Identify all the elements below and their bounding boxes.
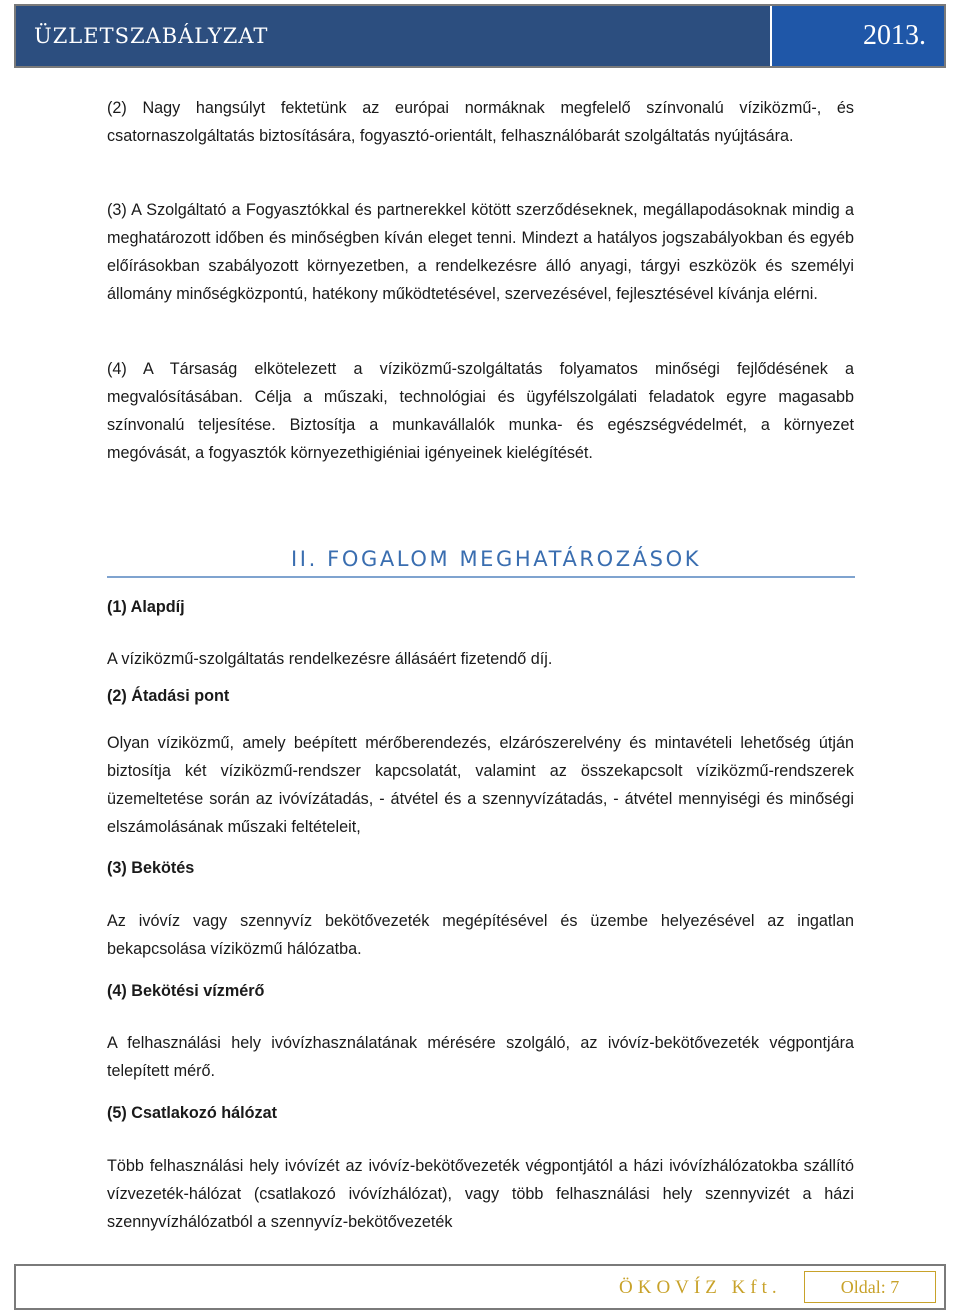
definition-term-2: (2) Átadási pont bbox=[107, 687, 230, 705]
header-title: ÜZLETSZABÁLYZAT bbox=[34, 24, 269, 48]
definition-term-4: (4) Bekötési vízmérő bbox=[107, 982, 265, 1000]
footer-page-number: Oldal: 7 bbox=[804, 1271, 936, 1303]
intro-paragraph-4: (4) A Társaság elkötelezett a víziközmű-szolgáltatás folyamatos minőségi fejlődésének a megvalósításában. Célja a műszaki, technológiai és ügyfélszolgálati feladatok egyre magasabb színvonalú teljesítése. Biztosítja a munkavállalók munka- és egészségvédelmét, a környezet megóvását, a fogyasztók környezethigiéniai igényeinek kielégítését. bbox=[107, 360, 854, 462]
intro-paragraph-3: (3) A Szolgáltató a Fogyasztókkal és partnerekkel kötött szerződéseknek, megállapodásoknak mindig a meghatározott időben és minőségben kíván eleget tenni. Mindezt a hatályos jogszabályokban és egyéb előírásokban szabályozott környezetben, a rendelkezésre álló anyagi, tárgyi eszközök és személyi állomány minőségközpontú, hatékony működtetésével, szervezésével, fejlesztésével kívánja elérni. bbox=[107, 201, 854, 303]
definition-text-4: A felhasználási hely ivóvízhasználatának mérésére szolgáló, az ivóvíz-bekötővezeték végpontjára telepített mérő. bbox=[107, 1034, 854, 1080]
definition-term-5: (5) Csatlakozó hálózat bbox=[107, 1104, 278, 1122]
intro-paragraph-2: (2) Nagy hangsúlyt fektetünk az európai normáknak megfelelő színvonalú víziközmű-, és csatornaszolgáltatás biztosítására, fogyasztó-orientált, felhasználóbarát szolgáltatás nyújtására. bbox=[107, 99, 854, 145]
footer-company: ÖKOVÍZ Kft. bbox=[619, 1277, 782, 1298]
section-rule bbox=[107, 576, 855, 578]
header-year-box bbox=[770, 6, 944, 66]
section-title: II. FOGALOM MEGHATÁROZÁSOK bbox=[291, 547, 702, 571]
header-year: 2013. bbox=[863, 20, 926, 51]
definition-text-3: Az ivóvíz vagy szennyvíz bekötővezeték megépítésével és üzembe helyezésével az ingatlan bekapcsolása víziközmű hálózatba. bbox=[107, 912, 854, 958]
header-title-box bbox=[16, 6, 770, 66]
definition-text-2: Olyan víziközmű, amely beépített mérőberendezés, elzárószerelvény és mintavételi lehetőség útján biztosítja két víziközmű-rendszer kapcsolatát, valamint az összekapcsolt víziközmű-rendszerek üzemeltetése során az ivóvízátadás, - átvétel és a szennyvízátadás, - átvétel mennyiségi és minőségi elszámolásának műszaki feltételeit, bbox=[107, 734, 854, 836]
definition-term-1: (1) Alapdíj bbox=[107, 598, 185, 616]
definition-text-1: A víziközmű-szolgáltatás rendelkezésre állásáért fizetendő díj. bbox=[107, 650, 553, 668]
page-footer bbox=[14, 1264, 946, 1310]
page-header bbox=[14, 4, 946, 68]
definition-text-5: Több felhasználási hely ivóvízét az ivóvíz-bekötővezeték végpontjától a házi ivóvízhálózatokba szállító vízvezeték-hálózat (csatlakozó ivóvízhálózat), vagy több felhasználási hely szennyvizét a házi szennyvízhálózatból a szennyvíz-bekötővezeték bbox=[107, 1157, 854, 1231]
definition-term-3: (3) Bekötés bbox=[107, 859, 195, 877]
